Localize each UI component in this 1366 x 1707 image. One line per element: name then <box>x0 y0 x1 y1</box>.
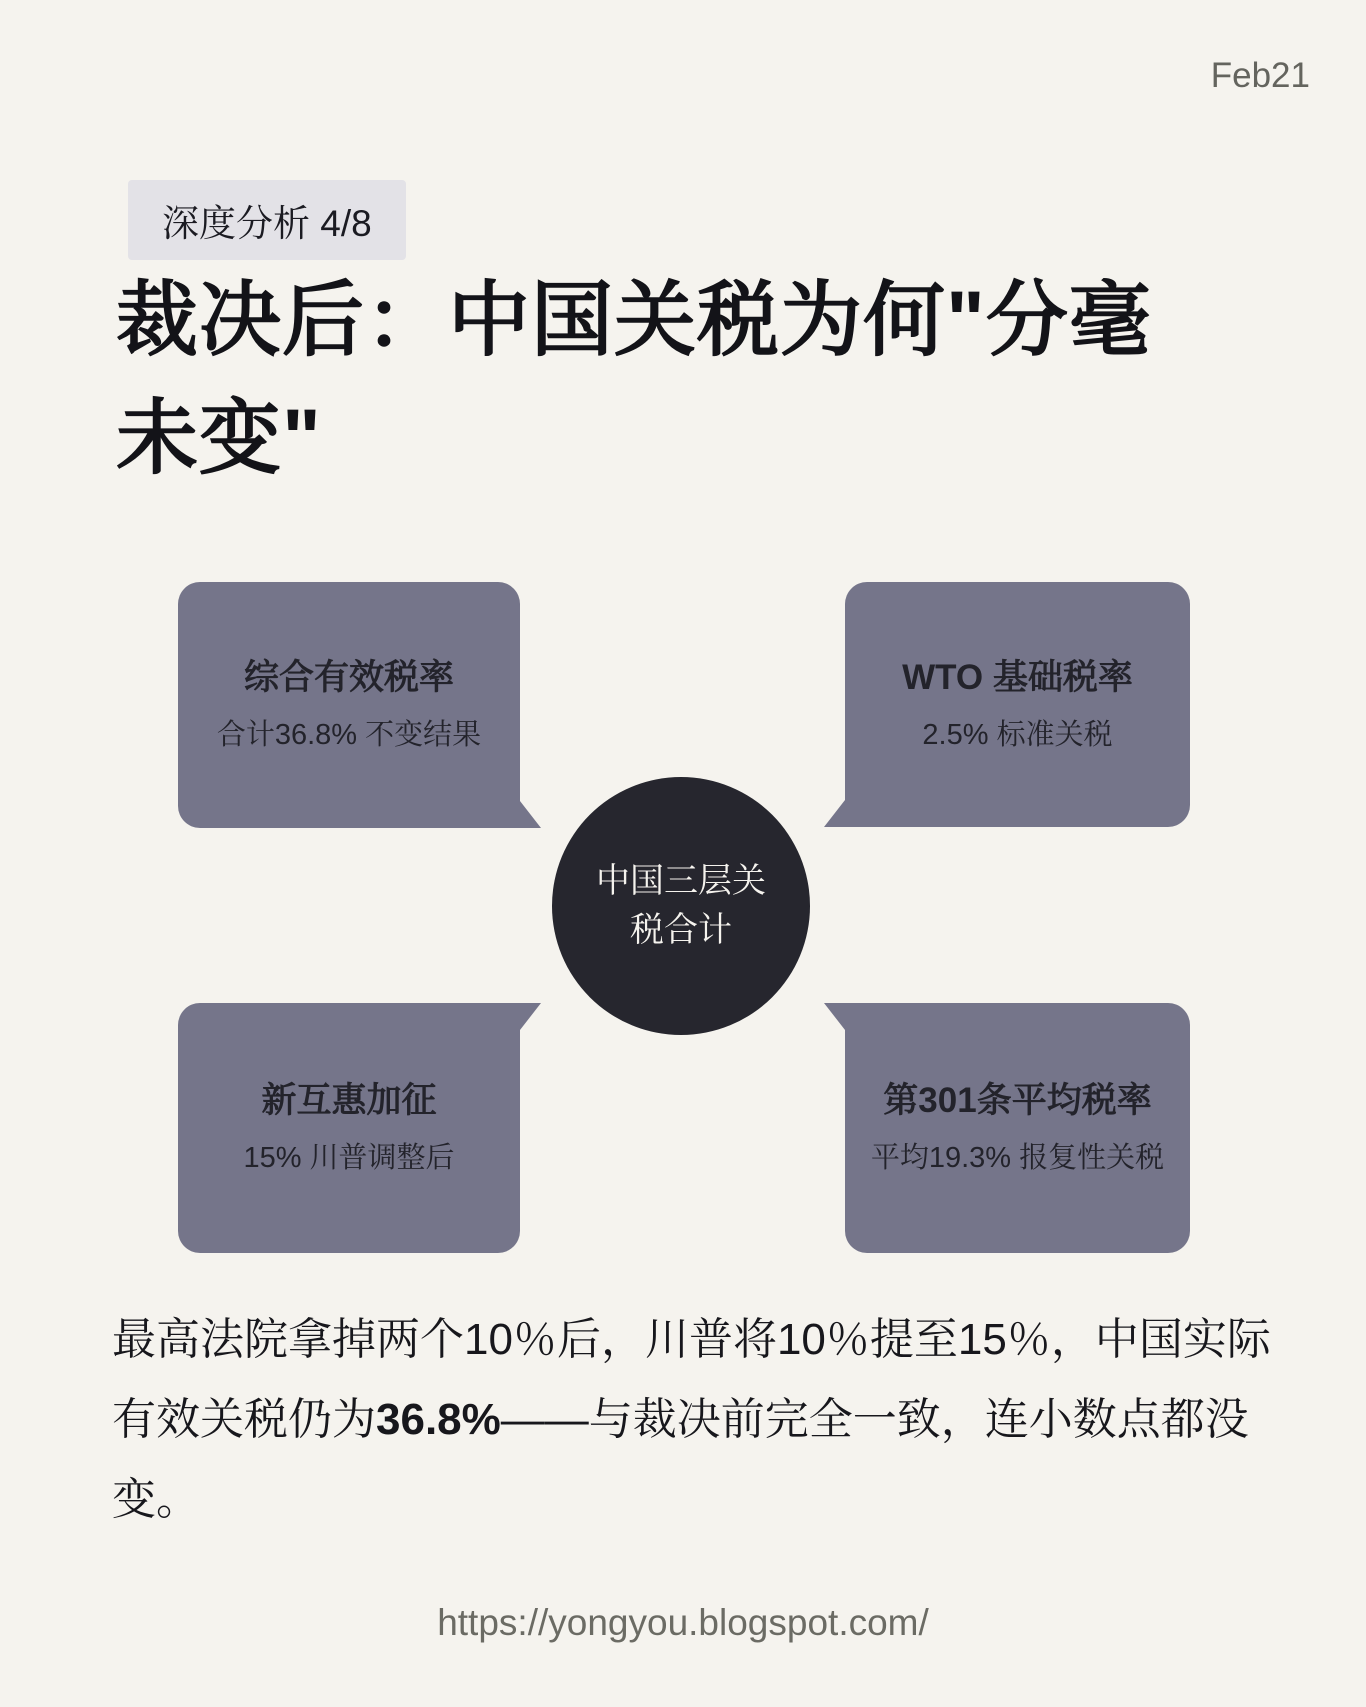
bubble-subtitle: 15% 川普调整后 <box>243 1142 455 1174</box>
bubble-title: 第301条平均税率 <box>883 1081 1152 1120</box>
bubble-title: WTO 基础税率 <box>902 657 1133 697</box>
page-title <box>116 262 1296 498</box>
series-badge: 深度分析 4/8 <box>128 180 406 260</box>
summary-text-before: 最高法院拿掉两个10％后，川普将10％提至15％，中国实际有效关税仍为 <box>112 1315 1271 1444</box>
bubble-new-reciprocal-surcharge <box>178 1003 520 1253</box>
summary-highlight-value: 36.8% <box>376 1395 501 1444</box>
bubble-combined-effective-rate <box>178 582 520 828</box>
bubble-section-301-average-rate <box>845 1003 1190 1253</box>
center-node-line2: 税合计 <box>630 911 732 949</box>
bubble-title: 新互惠加征 <box>261 1081 437 1120</box>
page-title-line1: 裁决后：中国关税为何"分毫 <box>116 275 1152 366</box>
summary-text-after: ——与裁决前完全一致，连小数点都没变。 <box>112 1395 1249 1524</box>
bubble-tail <box>520 1003 541 1030</box>
bubble-tail <box>520 801 541 828</box>
summary-paragraph <box>112 1300 1272 1540</box>
diagram-center-node <box>552 777 810 1035</box>
bubble-subtitle: 2.5% 标准关税 <box>922 718 1113 751</box>
bubble-subtitle: 平均19.3% 报复性关税 <box>870 1142 1165 1174</box>
date-label: Feb21 <box>1210 56 1310 95</box>
bubble-subtitle: 合计36.8% 不变结果 <box>216 719 482 751</box>
bubble-title: 综合有效税率 <box>243 658 454 697</box>
bubble-tail <box>824 1003 845 1030</box>
bubble-wto-base-rate <box>845 582 1190 827</box>
page-title-line2: 未变" <box>116 393 322 484</box>
footer-url: https://yongyou.blogspot.com/ <box>437 1602 929 1643</box>
bubble-tail <box>824 800 845 827</box>
center-node-line1: 中国三层关 <box>596 862 766 900</box>
